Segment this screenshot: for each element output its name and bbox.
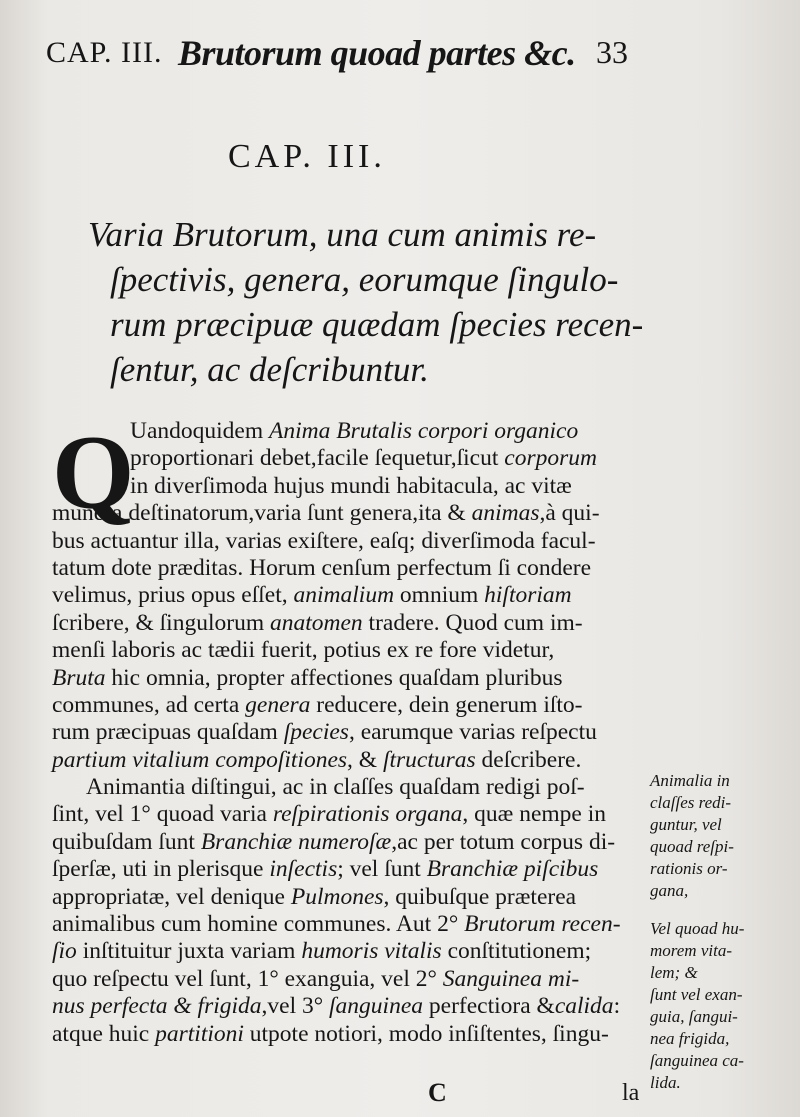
body-text-segment: atque huic xyxy=(52,1020,156,1047)
body-text-segment: conſtitutionem; xyxy=(441,938,592,965)
header-chapter: CAP. III. xyxy=(46,36,163,69)
body-text xyxy=(52,414,640,1048)
margin-note-humor xyxy=(650,918,800,1094)
italic-text: animalium xyxy=(293,582,395,609)
italic-text: inſectis xyxy=(269,856,338,883)
body-line xyxy=(52,801,640,828)
body-text-segment: , earumque varias reſpectu xyxy=(348,719,597,746)
body-text-segment: ,ac per totum corpus di- xyxy=(391,828,616,855)
body-text-segment: tradere. Quod cum im- xyxy=(362,609,583,636)
header-running-title: Brutorum quoad partes &c. xyxy=(178,33,576,73)
body-line xyxy=(52,856,640,883)
italic-text: partium vitalium compoſitiones xyxy=(52,746,348,773)
body-text-segment: omnium xyxy=(394,582,485,609)
title-line: ſentur, ac deſcribuntur. xyxy=(110,350,429,389)
body-text-segment: deſcribere. xyxy=(475,746,582,773)
body-line xyxy=(52,747,640,774)
body-line xyxy=(52,582,640,609)
body-text-segment: tatum dote præditas. Horum cenſum perfectum ſi condere xyxy=(52,554,592,581)
title-line: ſpectivis, genera, eorumque ſingulo- xyxy=(110,260,619,299)
body-line xyxy=(52,966,640,993)
body-line xyxy=(52,610,640,637)
italic-text: calida xyxy=(554,993,614,1020)
italic-text: Anima Brutalis corpori organico xyxy=(269,418,579,444)
margin-line: rationis or- xyxy=(650,859,728,878)
body-line xyxy=(52,445,640,472)
body-text-segment: : xyxy=(613,993,621,1020)
page-number: 33 xyxy=(596,34,628,70)
italic-text: Sanguinea mi- xyxy=(442,965,580,992)
body-text-segment: , & xyxy=(347,746,383,773)
body-text-segment: ; vel ſunt xyxy=(337,856,427,883)
catchword: la xyxy=(622,1080,640,1106)
body-text-segment: quibuſdam ſunt xyxy=(52,828,201,855)
body-line xyxy=(52,911,640,938)
body-text-segment: velimus, prius opus eſſet, xyxy=(52,582,294,609)
italic-text: Pulmones xyxy=(290,883,384,910)
body-text-segment: , quæ nempe in xyxy=(462,801,606,828)
italic-text: Bruta xyxy=(52,664,106,691)
body-line xyxy=(52,528,640,555)
body-text-segment: , quibuſque præterea xyxy=(383,883,577,910)
margin-line: gana, xyxy=(650,881,689,900)
italic-text: Brutorum recen- xyxy=(464,911,621,938)
italic-text: ſanguinea xyxy=(329,993,424,1020)
body-line xyxy=(52,774,640,801)
body-line xyxy=(52,993,640,1020)
body-line xyxy=(52,692,640,719)
body-text-segment: reducere, dein generum iſto- xyxy=(310,691,583,718)
italic-text: ſio xyxy=(52,938,77,965)
italic-text: hiſtoriam xyxy=(484,582,572,609)
italic-text: partitioni xyxy=(155,1020,244,1047)
margin-line: Vel quoad hu- xyxy=(650,919,745,938)
italic-text: ſpecies xyxy=(283,719,349,746)
italic-text: ſtructuras xyxy=(382,746,476,773)
body-line xyxy=(52,637,640,664)
body-text-segment: ſperſæ, uti in plerisque xyxy=(52,856,270,883)
body-text-segment: Uandoquidem xyxy=(130,418,270,444)
signature-mark: C xyxy=(428,1078,447,1107)
italic-text: corporum xyxy=(504,445,597,472)
body-text-segment: perfectiora & xyxy=(423,993,555,1020)
margin-line: ſanguinea ca- xyxy=(650,1051,744,1070)
drop-cap: Q xyxy=(52,414,135,531)
body-line xyxy=(52,555,640,582)
margin-line: lida. xyxy=(650,1073,681,1092)
body-text-segment: ,vel 3° xyxy=(261,993,330,1020)
margin-line: morem vita- xyxy=(650,941,732,960)
running-header xyxy=(46,30,646,80)
body-line xyxy=(52,418,640,445)
italic-text: nus perfecta & frigida xyxy=(52,993,262,1020)
chapter-heading: CAP. III. xyxy=(228,138,386,175)
body-text-segment: utpote notiori, modo inſiſtentes, ſingu- xyxy=(243,1020,609,1047)
body-text-segment: ſcribere, & ſingulorum xyxy=(52,609,270,636)
body-text-segment: quo reſpectu vel ſunt, 1° exanguia, vel 2° xyxy=(52,965,443,992)
body-text-segment: appropriatæ, vel denique xyxy=(52,883,291,910)
body-line xyxy=(52,500,640,527)
italic-text: genera xyxy=(245,691,311,718)
body-line xyxy=(52,719,640,746)
italic-text: reſpirationis organa xyxy=(272,801,463,828)
body-line xyxy=(52,884,640,911)
margin-line: guia, ſangui- xyxy=(650,1007,738,1026)
body-text-segment: menſi laboris ac tædii fuerit, potius ex re fore videtur, xyxy=(52,637,555,664)
margin-line: nea frigida, xyxy=(650,1029,730,1048)
body-text-segment: ,à qui- xyxy=(539,500,600,527)
body-text-segment: munera deſtinatorum,varia ſunt genera,ita & xyxy=(52,500,472,527)
italic-text: animas xyxy=(471,500,540,527)
body-line xyxy=(52,665,640,692)
italic-text: Branchiæ piſcibus xyxy=(426,856,599,883)
italic-text: Branchiæ numeroſæ xyxy=(200,828,392,855)
body-line xyxy=(52,1021,640,1048)
body-text-segment: inſtituitur juxta variam xyxy=(76,938,302,965)
body-line xyxy=(52,938,640,965)
italic-text: humoris vitalis xyxy=(301,938,442,965)
italic-text: anatomen xyxy=(269,609,363,636)
body-text-segment: ſint, vel 1° quoad varia xyxy=(52,801,273,828)
margin-line: Animalia in xyxy=(650,771,730,790)
body-text-segment: in diverſimoda hujus mundi habitacula, ac vitæ xyxy=(130,472,572,499)
margin-note-classes xyxy=(650,770,800,902)
body-text-segment: animalibus cum homine communes. Aut 2° xyxy=(52,911,465,938)
body-text-segment: hic omnia, propter affectiones quaſdam pluribus xyxy=(105,664,563,691)
title-line: Varia Brutorum, una cum animis re- xyxy=(88,215,597,254)
margin-line: guntur, vel xyxy=(650,815,722,834)
body-line xyxy=(52,829,640,856)
body-text-segment: proportionari debet,facile ſequetur,ſicut xyxy=(130,445,505,472)
body-text-segment: rum præcipuas quaſdam xyxy=(52,719,284,746)
body-text-segment: communes, ad certa xyxy=(52,691,246,718)
body-text-segment: Animantia diſtingui, ac in claſſes quaſdam redigi poſ- xyxy=(86,774,585,801)
margin-line: ſunt vel exan- xyxy=(650,985,743,1004)
title-line: rum præcipuæ quædam ſpecies recen- xyxy=(110,305,644,344)
margin-line: quoad reſpi- xyxy=(650,837,734,856)
body-line xyxy=(52,473,640,500)
chapter-title xyxy=(88,212,648,392)
margin-line: lem; & xyxy=(650,963,698,982)
margin-line: claſſes redi- xyxy=(650,793,732,812)
body-text-segment: bus actuantur illa, varias exiſtere, eaſq; diverſimoda facul- xyxy=(52,527,596,554)
